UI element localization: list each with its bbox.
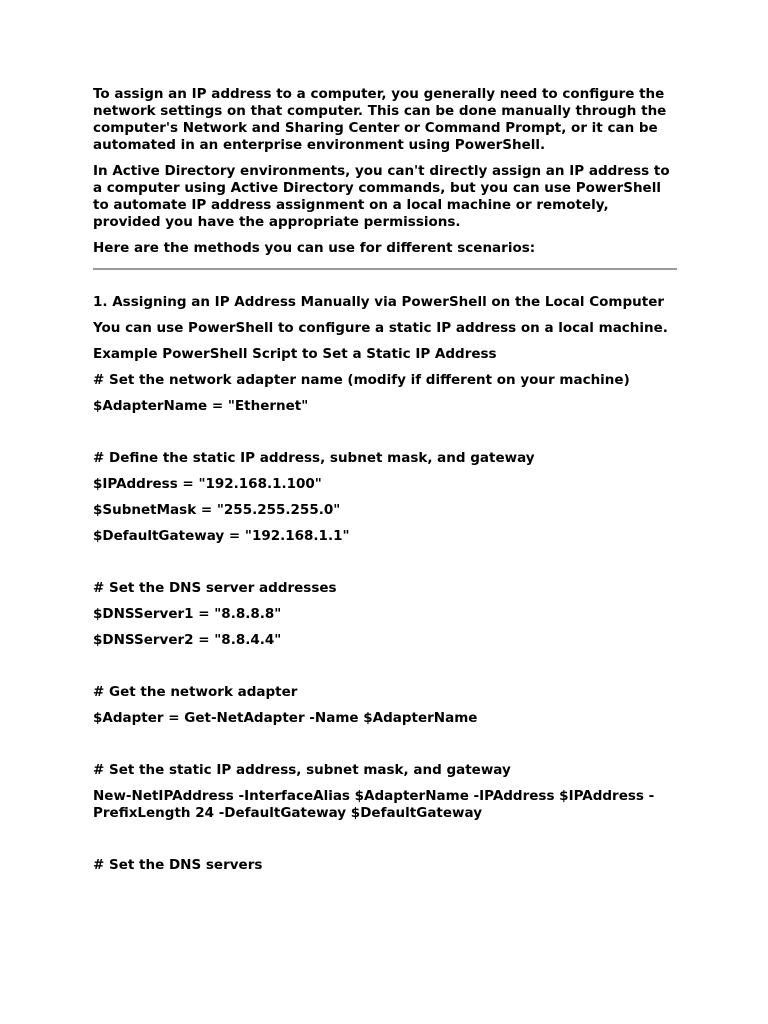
intro-paragraph-2: In Active Directory environments, you can't directly assign an IP address to a computer using Active Directory commands, but you can use PowerShell to automate IP address assignment on a local machine or remotely, provided you have the appropriate permissions. (93, 163, 670, 230)
code-comment-dns: # Set the DNS server addresses (93, 580, 337, 596)
code-comment-adapter-name: # Set the network adapter name (modify if different on your machine) (93, 372, 630, 388)
code-line-dns-server-2: $DNSServer2 = "8.8.4.4" (93, 632, 282, 648)
section-description: You can use PowerShell to configure a static IP address on a local machine. (93, 320, 668, 336)
intro-paragraph-1: To assign an IP address to a computer, you generally need to configure the network settings on that computer. This can be done manually through the computer's Network and Sharing Center or Command Prompt, or it can be automated in an enterprise environment using PowerShell. (93, 86, 667, 153)
code-comment-get-adapter: # Get the network adapter (93, 684, 298, 700)
code-line-subnet-mask: $SubnetMask = "255.255.255.0" (93, 502, 341, 518)
intro-paragraph-3: Here are the methods you can use for different scenarios: (93, 240, 536, 256)
code-line-new-netipaddress: New-NetIPAddress -InterfaceAlias $AdapterName -IPAddress $IPAddress -PrefixLength 24 -DefaultGateway $DefaultGateway (93, 788, 655, 821)
blank-line (93, 658, 677, 675)
code-line-ip-address: $IPAddress = "192.168.1.100" (93, 476, 322, 492)
example-title: Example PowerShell Script to Set a Static IP Address (93, 346, 497, 362)
document-body (93, 86, 677, 883)
code-line-default-gateway: $DefaultGateway = "192.168.1.1" (93, 528, 350, 544)
blank-line (93, 736, 677, 753)
code-line-adapter-name: $AdapterName = "Ethernet" (93, 398, 309, 414)
section-heading: 1. Assigning an IP Address Manually via PowerShell on the Local Computer (93, 294, 665, 310)
code-comment-set-ip: # Set the static IP address, subnet mask, and gateway (93, 762, 511, 778)
code-comment-set-dns: # Set the DNS servers (93, 857, 263, 873)
blank-line (93, 424, 677, 441)
blank-line (93, 831, 677, 848)
code-comment-static-ip: # Define the static IP address, subnet mask, and gateway (93, 450, 535, 466)
horizontal-divider (93, 268, 677, 270)
blank-line (93, 554, 677, 571)
code-line-dns-server-1: $DNSServer1 = "8.8.8.8" (93, 606, 282, 622)
code-line-get-adapter: $Adapter = Get-NetAdapter -Name $AdapterName (93, 710, 478, 726)
